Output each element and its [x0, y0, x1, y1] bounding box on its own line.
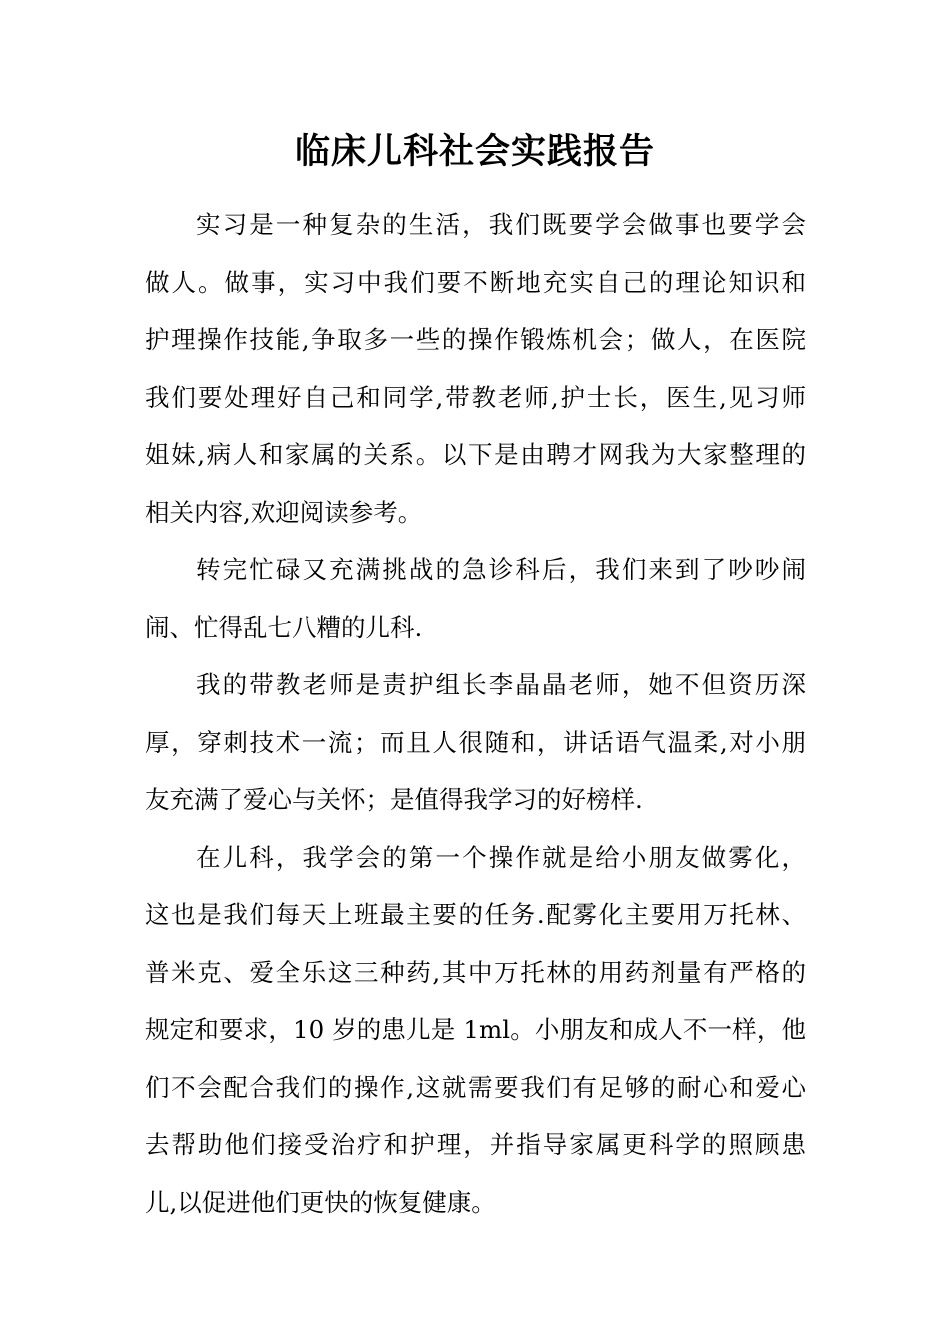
paragraph-3: [145, 656, 806, 829]
text-line: 普米克、爱全乐这三种药,其中万托林的用药剂量有严格的: [145, 957, 806, 987]
text-line: 去帮助他们接受治疗和护理，并指导家属更科学的照顾患: [145, 1130, 806, 1159]
text-line: 友充满了爱心与关怀；是值得我学习的好榜样.: [145, 785, 643, 814]
paragraph-4: [145, 829, 806, 1232]
text-line: 我们要处理好自己和同学,带教老师,护士长，医生,见习师: [145, 382, 806, 412]
text-line: 们不会配合我们的操作,这就需要我们有足够的耐心和爱心: [145, 1072, 806, 1102]
text-line: 厚，穿刺技术一流；而且人很随和，讲话语气温柔,对小朋: [145, 727, 806, 757]
text-line: 这也是我们每天上班最主要的任务.配雾化主要用万托林、: [145, 900, 806, 929]
document-body: [145, 196, 806, 1231]
text-line: 相关内容,欢迎阅读参考。: [145, 497, 423, 527]
document-title: 临床儿科社会实践报告: [294, 132, 655, 172]
paragraph-1: [145, 196, 806, 541]
text-line: 转完忙碌又充满挑战的急诊科后，我们来到了吵吵闹: [196, 555, 806, 584]
text-line: 规定和要求，10 岁的患儿是 1ml。小朋友和成人不一样，他: [145, 1015, 806, 1044]
text-line: 姐妹,病人和家属的关系。以下是由聘才网我为大家整理的: [145, 440, 806, 469]
text-line: 在儿科，我学会的第一个操作就是给小朋友做雾化，: [196, 842, 806, 872]
text-line: 儿,以促进他们更快的恢复健康。: [145, 1187, 496, 1217]
text-line: 做人。做事，实习中我们要不断地充实自己的理论知识和: [145, 267, 806, 297]
paragraph-2: [145, 541, 806, 656]
text-line: 我的带教老师是责护组长李晶晶老师，她不但资历深: [196, 670, 806, 699]
text-line: 闹、忙得乱七八糟的儿科.: [145, 612, 423, 642]
text-line: 实习是一种复杂的生活，我们既要学会做事也要学会: [196, 210, 806, 239]
text-line: 护理操作技能,争取多一些的操作锻炼机会；做人，在医院: [145, 325, 806, 354]
